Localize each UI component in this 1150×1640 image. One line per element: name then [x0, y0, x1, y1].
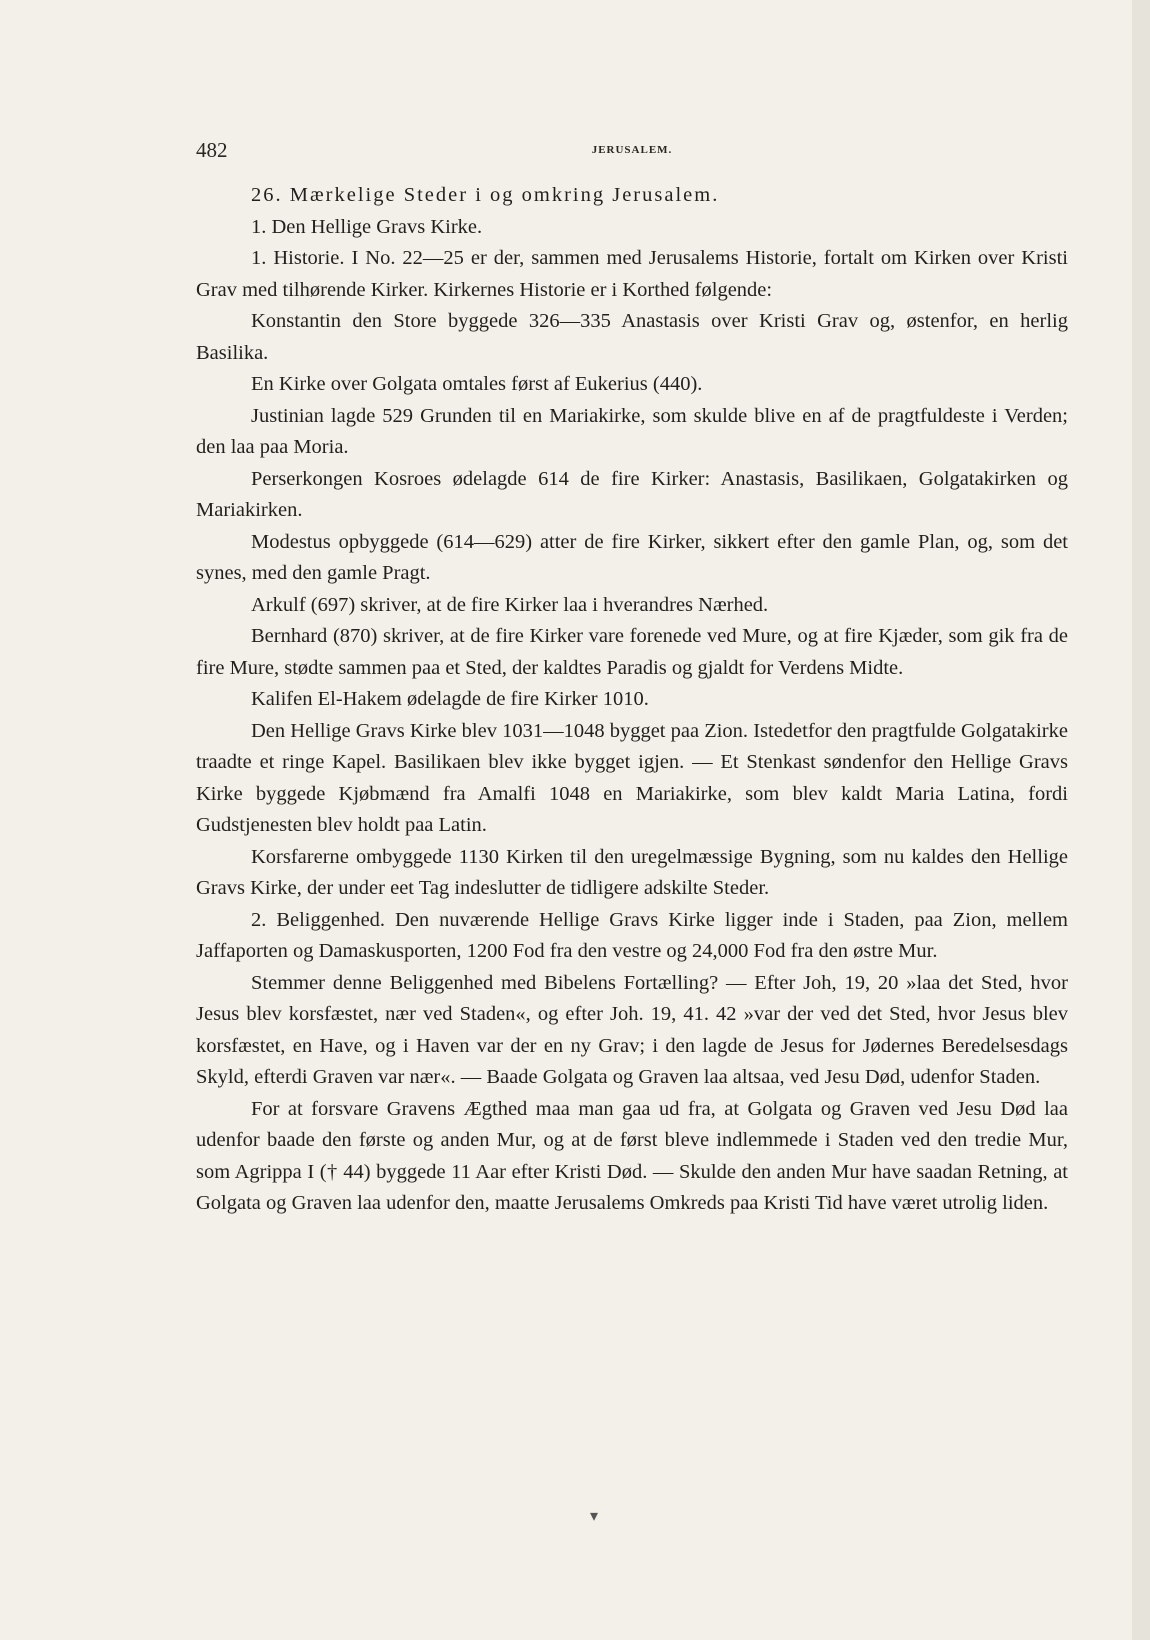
section-heading: 26. Mærkelige Steder i og omkring Jerusalem. — [251, 184, 720, 206]
paragraph: For at forsvare Gravens Ægthed maa man gaa ud fra, at Golgata og Graven ved Jesu Død laa udenfor baade den første og anden Mur, og at de først bleve indlemmede i Staden ved den tredie Mur, som Agrippa I († 44) byggede 11 Aar efter Kristi Død. — Skulde den anden Mur have saadan Retning, at Golgata og Graven laa udenfor den, maatte Jerusalems Omkreds paa Kristi Tid have været utrolig liden. — [196, 1097, 1068, 1214]
paragraph: 2. Beliggenhed. Den nuværende Hellige Gravs Kirke ligger inde i Staden, paa Zion, mellem Jaffaporten og Damaskusporten, 1200 Fod fra den vestre og 24,000 Fod fra den østre Mur. — [196, 908, 1068, 962]
paragraph: Konstantin den Store byggede 326—335 Anastasis over Kristi Grav og, østenfor, en herlig Basilika. — [196, 310, 1068, 364]
paragraph: Perserkongen Kosroes ødelagde 614 de fire Kirker: Anastasis, Basilikaen, Golgatakirken og Mariakirken. — [196, 467, 1068, 521]
paragraph: Korsfarerne ombyggede 1130 Kirken til den uregelmæssige Bygning, som nu kaldes den Hellige Gravs Kirke, der under eet Tag indeslutter de tidligere adskilte Steder. — [196, 845, 1068, 899]
page-edge — [1132, 0, 1150, 1640]
paragraph: Kalifen El-Hakem ødelagde de fire Kirker 1010. — [251, 688, 649, 710]
page-header — [196, 138, 1068, 168]
paragraph: Justinian lagde 529 Grunden til en Mariakirke, som skulde blive en af de pragtfuldeste i Verden; den laa paa Moria. — [196, 404, 1068, 458]
page-number: 482 — [196, 138, 228, 162]
paragraph: Stemmer denne Beliggenhed med Bibelens Fortælling? — Efter Joh, 19, 20 »laa det Sted, hvor Jesus blev korsfæstet, nær ved Staden«, og efter Joh. 19, 41. 42 »var der ved det Sted, hvor Jesus blev korsfæstet, en Have, og i Haven var der en ny Grav; i den lagde de Jesus for Jødernes Beredelsesdags Skyld, efterdi Graven var nær«. — Baade Golgata og Graven laa altsaa, ved Jesu Død, udenfor Staden. — [196, 971, 1068, 1088]
paragraph: Arkulf (697) skriver, at de fire Kirker laa i hverandres Nærhed. — [251, 593, 769, 616]
paragraph: Bernhard (870) skriver, at de fire Kirker vare forenede ved Mure, og at fire Kjæder, som gik fra de fire Mure, stødte sammen paa et Sted, der kaldtes Paradis og gjaldt for Verdens Midte. — [196, 625, 1068, 679]
paragraph: 1. Historie. I No. 22—25 er der, sammen med Jerusalems Historie, fortalt om Kirken over Kristi Grav med tilhørende Kirker. Kirkernes Historie er i Korthed følgende: — [196, 247, 1068, 301]
printer-mark-icon: ▾ — [590, 1508, 599, 1525]
body-text — [196, 180, 1068, 1220]
paragraph: Modestus opbyggede (614—629) atter de fire Kirker, sikkert efter den gamle Plan, og, som det synes, med den gamle Pragt. — [196, 530, 1068, 584]
paragraph: Den Hellige Gravs Kirke blev 1031—1048 bygget paa Zion. Istedetfor den pragtfulde Golgatakirke traadte et ringe Kapel. Basilikaen blev ikke bygget igjen. — Et Stenkast søndenfor den Hellige Gravs Kirke byggede Kjøbmænd fra Amalfi 1048 en Mariakirke, som blev kaldt Maria Latina, fordi Gudstjenesten blev holdt paa Latin. — [196, 719, 1068, 836]
running-title: JERUSALEM. — [591, 144, 673, 156]
paragraph: En Kirke over Golgata omtales først af Eukerius (440). — [251, 373, 703, 395]
subsection-heading: 1. Den Hellige Gravs Kirke. — [251, 215, 483, 238]
